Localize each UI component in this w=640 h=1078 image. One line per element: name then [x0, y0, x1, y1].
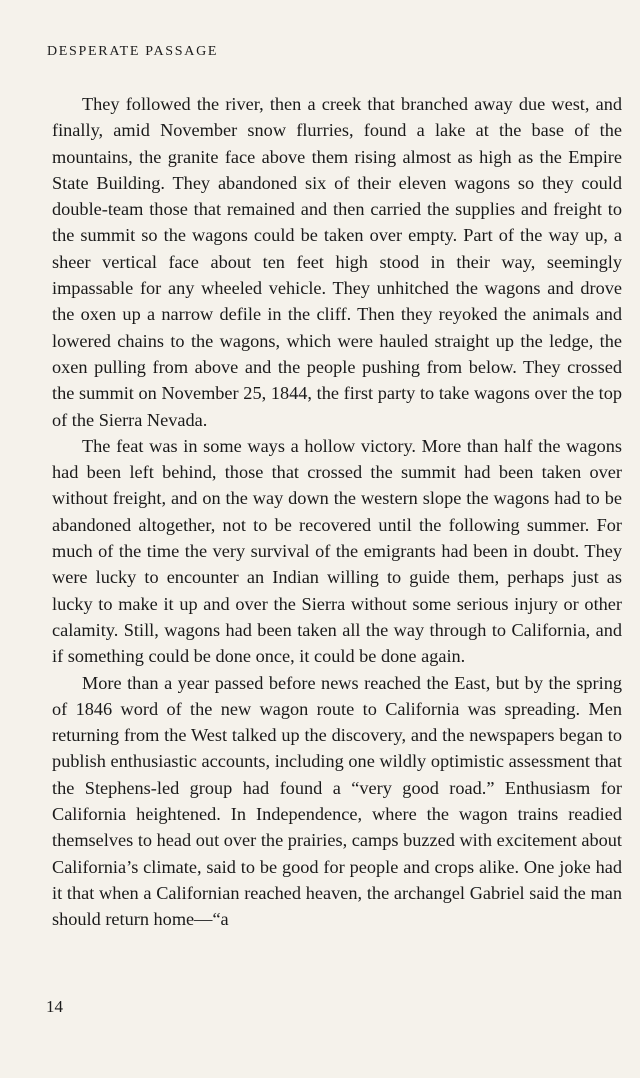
- running-head: DESPERATE PASSAGE: [47, 44, 219, 59]
- page-number: 14: [46, 997, 63, 1016]
- body-text: [52, 91, 622, 933]
- paragraph-3: More than a year passed before news reached the East, but by the spring of 1846 word of the new wagon route to California was spreading. Men returning from the West talked up the discovery, and the newspapers began to publish enthusiastic accounts, including one wildly optimistic assessment that the Stephens-led group had found a “very good road.” Enthusiasm for California heightened. In Independence, where the wagon trains readied themselves to head out over the prairies, camps buzzed with excitement about California’s climate, said to be good for people and crops alike. One joke had it that when a Californian reached heaven, the archangel Gabriel said the man should return home—“a: [52, 672, 622, 930]
- paragraph-2: The feat was in some ways a hollow victory. More than half the wagons had been left behind, those that crossed the summit had been taken over without freight, and on the way down the western slope the wagons had to be abandoned altogether, not to be recovered until the following summer. For much of the time the very survival of the emigrants had been in doubt. They were lucky to encounter an Indian willing to guide them, perhaps just as lucky to make it up and over the Sierra without some serious injury or other calamity. Still, wagons had been taken all the way through to California, and if something could be done once, it could be done again.: [52, 435, 622, 667]
- paragraph-1: They followed the river, then a creek that branched away due west, and finally, amid November snow flurries, found a lake at the base of the mountains, the granite face above them rising almost as high as the Empire State Building. They abandoned six of their eleven wagons so they could double-team those that remained and then carried the supplies and freight to the summit so the wagons could be taken over empty. Part of the way up, a sheer vertical face about ten feet high stood in their way, seemingly impassable for any wheeled vehicle. They unhitched the wagons and drove the oxen up a narrow defile in the cliff. Then they reyoked the animals and lowered chains to the wagons, which were hauled straight up the ledge, the oxen pulling from above and the people pushing from below. They crossed the summit on November 25, 1844, the first party to take wagons over the top of the Sierra Nevada.: [52, 94, 622, 430]
